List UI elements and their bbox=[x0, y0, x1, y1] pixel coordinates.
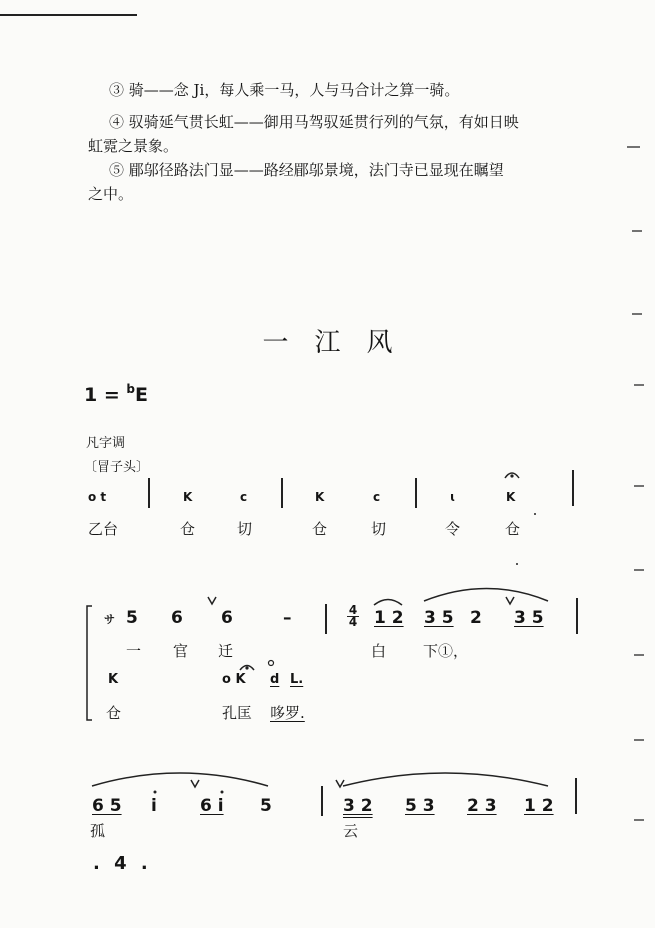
perc-lyric-row2: 孔匡 bbox=[222, 704, 253, 722]
page-number: . 4 . bbox=[93, 853, 152, 874]
note-row1: c bbox=[373, 490, 381, 504]
lyric-row2: 迁 bbox=[218, 642, 234, 660]
footnote-4-cont: 虹霓之景象。 bbox=[88, 137, 179, 155]
speck bbox=[516, 563, 518, 565]
time-sig-bottom: 4 bbox=[348, 615, 358, 629]
slur-mark bbox=[374, 600, 402, 606]
note-row2: – bbox=[283, 608, 292, 628]
lyric-row1: 仓 bbox=[312, 520, 328, 538]
bar-line bbox=[325, 604, 327, 634]
note-row3: 3 2 bbox=[343, 796, 373, 816]
bar-line bbox=[575, 778, 577, 814]
song-title: 一江风 bbox=[262, 328, 419, 358]
lyric-row1: 切 bbox=[237, 520, 253, 538]
footnote-5: ⑤ 郿邬径路法门显——路经郿邬景境，法门寺已显现在瞩望 bbox=[109, 161, 504, 179]
note-row2: 2 bbox=[470, 608, 482, 628]
note-row2: 3 5 bbox=[424, 608, 454, 628]
key-note: E bbox=[134, 384, 148, 406]
perc-row2: d bbox=[270, 672, 280, 687]
slur-mark bbox=[343, 773, 548, 786]
lyric-row1: 乙台 bbox=[88, 520, 119, 538]
perc-row2: K bbox=[108, 672, 119, 687]
lyric-row2: 白 bbox=[371, 642, 387, 660]
key-main: 1 = bbox=[84, 384, 127, 406]
fermata-mark bbox=[240, 666, 254, 671]
perc-row2: o K bbox=[222, 672, 246, 687]
section-label: 〔冒子头〕 bbox=[84, 460, 150, 475]
note-row1: o t bbox=[88, 490, 107, 504]
footnote-5-cont: 之中。 bbox=[88, 185, 134, 203]
octave-dot bbox=[154, 791, 157, 794]
key-signature bbox=[84, 382, 148, 406]
system-bracket bbox=[87, 606, 92, 720]
note-row2: 6 bbox=[221, 608, 233, 628]
breath-mark bbox=[191, 780, 199, 787]
note-row2: 3 5 bbox=[514, 608, 544, 628]
note-row2: 6 bbox=[171, 608, 183, 628]
breath-mark bbox=[208, 597, 216, 604]
bar-line bbox=[148, 478, 150, 508]
slur-mark bbox=[424, 589, 548, 602]
fermata-mark bbox=[505, 473, 519, 478]
note-row3: 6 5 bbox=[92, 796, 122, 816]
note-row1: K bbox=[506, 490, 516, 504]
bar-line bbox=[415, 478, 417, 508]
time-signature bbox=[347, 605, 359, 628]
note-row3: 5 3 bbox=[405, 796, 435, 816]
footnote-4: ④ 驭骑延气贯长虹——御用马驾驭延贯行列的气氛，有如日映 bbox=[109, 113, 519, 131]
note-row1: c bbox=[240, 490, 248, 504]
perc-lyric-row2: 仓 bbox=[106, 704, 122, 722]
note-row1: K bbox=[315, 490, 325, 504]
note-row3: 1 2 bbox=[524, 796, 554, 816]
lyric-row2: 官 bbox=[173, 642, 189, 660]
key-flat: b bbox=[126, 382, 135, 396]
top-rule bbox=[0, 14, 137, 16]
note-row3: i bbox=[151, 796, 157, 816]
time-sig-top: 4 bbox=[348, 603, 358, 617]
mode-label: 凡字调 bbox=[86, 436, 126, 451]
tempo-mark: サ bbox=[104, 613, 115, 626]
fermata-dot bbox=[510, 474, 513, 477]
lyric-row2: 一 bbox=[126, 642, 142, 660]
perc-row2: L. bbox=[290, 672, 304, 687]
fermata-dot bbox=[245, 666, 248, 669]
speck bbox=[534, 513, 536, 515]
lyric-row3: 孤 bbox=[90, 822, 106, 840]
bar-line bbox=[576, 598, 578, 634]
octave-dot bbox=[221, 791, 224, 794]
note-row1: K bbox=[183, 490, 193, 504]
breath-mark bbox=[336, 780, 344, 787]
lyric-row1: 仓 bbox=[505, 520, 521, 538]
footnote-3: ③ 骑——念 Ji，每人乘一马，人与马合计之算一骑。 bbox=[109, 81, 460, 99]
lyric-row2: 下①， bbox=[423, 642, 469, 660]
bar-line bbox=[321, 786, 323, 816]
note-row3: 6 i bbox=[200, 796, 224, 816]
slur-mark bbox=[92, 773, 268, 786]
lyric-row1: 切 bbox=[371, 520, 387, 538]
breath-mark bbox=[506, 597, 514, 604]
note-row1: ɩ bbox=[450, 490, 456, 504]
note-row2: 1 2 bbox=[374, 608, 404, 628]
bar-line bbox=[281, 478, 283, 508]
note-row2: 5 bbox=[126, 608, 138, 628]
note-row3: 2 3 bbox=[467, 796, 497, 816]
lyric-row1: 令 bbox=[445, 520, 461, 538]
perc-lyric-row2: 哆罗. bbox=[270, 704, 305, 722]
note-row3: 5 bbox=[260, 796, 272, 816]
lyric-row1: 仓 bbox=[180, 520, 196, 538]
bar-line bbox=[572, 470, 574, 506]
open-circle-mark bbox=[269, 661, 274, 666]
lyric-row3: 云 bbox=[343, 822, 359, 840]
